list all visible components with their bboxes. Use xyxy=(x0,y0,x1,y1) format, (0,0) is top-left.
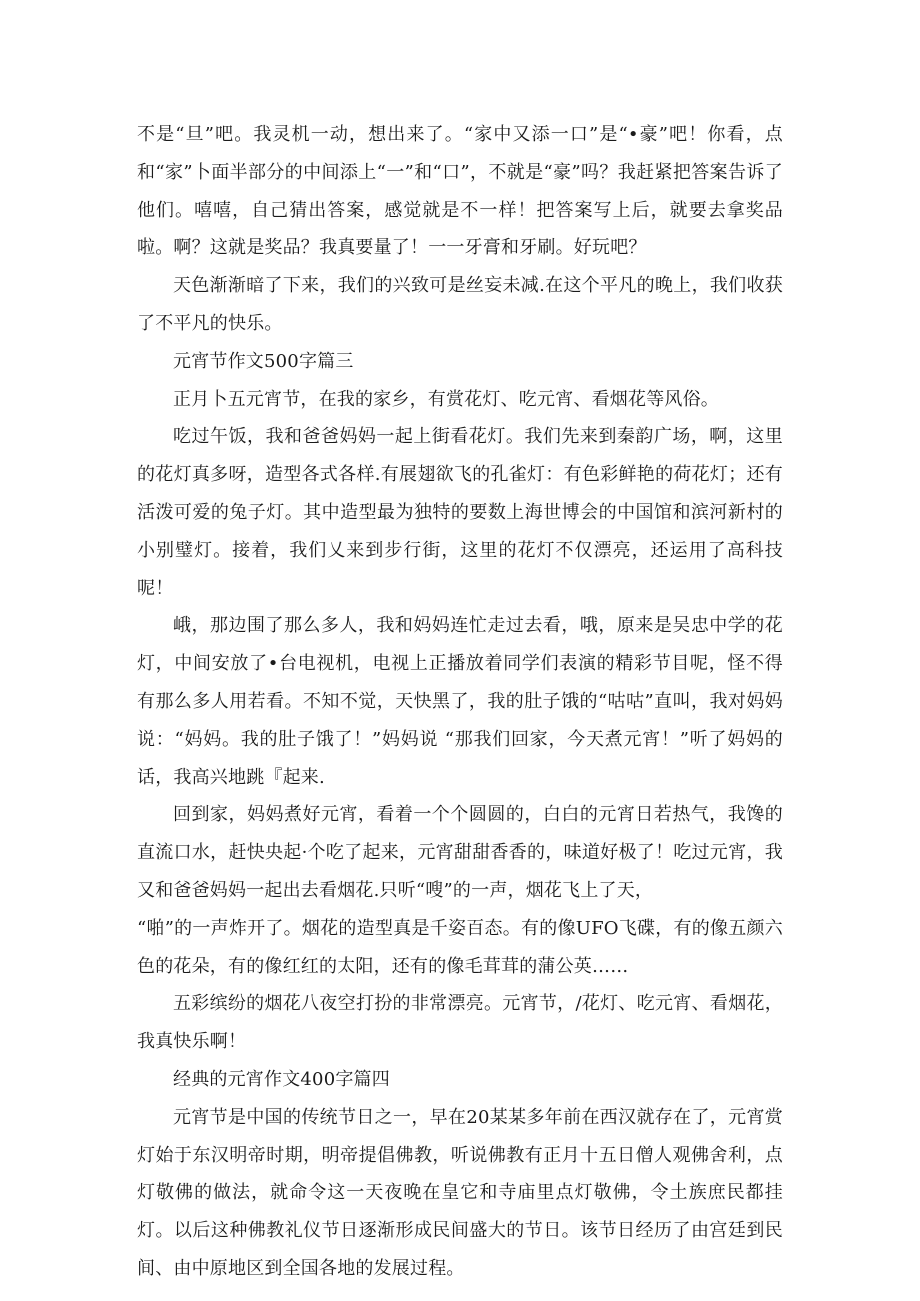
paragraph-8: 五彩缤纷的烟花八夜空打扮的非常漂亮。元宵节，/花灯、吃元宵、看烟花，我真快乐啊！ xyxy=(137,993,783,1053)
document-body xyxy=(137,116,783,1288)
section-heading-4: 经典的元宵作文400字篇四 xyxy=(173,1068,390,1090)
paragraph-4: 吃过午饭，我和爸爸妈妈一起上街看花灯。我们先来到秦韵广场，啊，这里的花灯真多呀，造型各式各样.有展翅欲飞的孔雀灯：有色彩鲜艳的荷花灯；还有活泼可爱的兔子灯。其中造型最为独特的要数上海世博会的中国馆和滨河新村的小别璧灯。接着，我们乂来到步行街，这里的花灯不仅漂亮，还运用了高科技呢！ xyxy=(137,426,783,599)
paragraph-2: 天色渐渐暗了下来，我们的兴致可是丝妄未减.在这个平凡的晚上，我们收获了不平凡的快乐。 xyxy=(137,275,783,334)
section-heading-3: 元宵节作文500字篇三 xyxy=(173,350,354,372)
paragraph-7: “啪”的一声炸开了。烟花的造型真是千姿百态。有的像UFO飞碟，有的像五颜六色的花朵，有的像红红的太阳，还有的像毛茸茸的蒲公英…… xyxy=(137,917,783,977)
paragraph-6: 回到家，妈妈煮好元宵，看着一个个圆圆的，白白的元宵日若热气，我馋的直流口水，赶快央起·个吃了起来，元宵甜甜香香的，味道好极了！吃过元宵，我又和爸爸妈妈一起出去看烟花.只听“嗖”的一声，烟花飞上了天， xyxy=(137,804,783,901)
paragraph-5: 峨，那边围了那么多人，我和妈妈连忙走过去看，哦，原来是吴忠中学的花灯，中间安放了•台电视机，电视上正播放着同学们表演的精彩节目呢，怪不得有那么多人用若看。不知不觉，天快黑了，我的肚子饿的“咕咕”直叫，我对妈妈说：“妈妈。我的肚子饿了！”妈妈说 “那我们回家，今天煮元宵！”听了妈妈的话，我高兴地跳『起来. xyxy=(137,615,783,788)
paragraph-3: 正月卜五元宵节，在我的家乡，有赏花灯、吃元宵、看烟花等风俗。 xyxy=(173,388,719,410)
paragraph-1: 不是“旦”吧。我灵机一动，想出来了。“家中又添一口”是“•豪”吧！你看，点和“家”卜面半部分的中间添上“一”和“口”，不就是“豪”吗？我赶紧把答案告诉了他们。嘻嘻，自己猜出答案，感觉就是不一样！把答案写上后，就要去拿奖品啦。啊？这就是奖品？我真要量了！一一牙膏和牙刷。好玩吧？ xyxy=(137,124,783,259)
paragraph-9: 元宵节是中国的传统节日之一，早在20某某多年前在西汉就存在了，元宵赏灯始于东汉明帝时期，明帝提倡佛教，听说佛教有正月十五日僧人观佛舍利，点灯敬佛的做法，就命令这一天夜晚在皇它和寺庙里点灯敬佛，令土族庶民都挂灯。以后这种佛教礼仪节日逐渐形成民间盛大的节日。该节日经历了由宫廷到民间、由中原地区到全国各地的发展过程。 xyxy=(137,1106,783,1279)
